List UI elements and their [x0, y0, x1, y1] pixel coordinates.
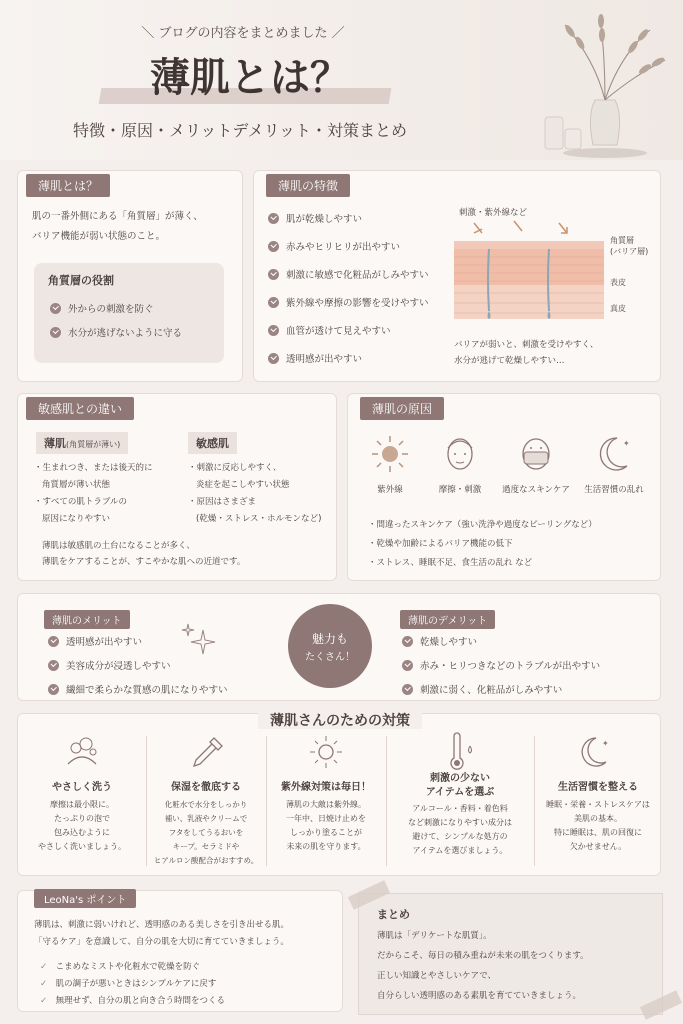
- layer-3-label: 真皮: [610, 304, 626, 313]
- feature-item: 刺激に敏感で化粧品がしみやすい: [268, 267, 429, 281]
- diagram-note-2: 水分が逃げて乾燥しやすい…: [454, 356, 565, 366]
- measures-title: 薄肌さんのための対策: [258, 713, 422, 729]
- what-desc-2: バリア機能が弱い状態のこと。: [32, 231, 166, 242]
- demerit-item: 刺激に弱く、化粧品がしみやすい: [402, 682, 600, 696]
- skin-diagram: [454, 219, 604, 329]
- header-kicker: ＼ ブログの内容をまとめました ／: [141, 26, 345, 41]
- point-item: ✓ 肌の調子が悪いときはシンプルケアに戻す: [40, 979, 217, 989]
- demerit-tag: 薄肌のデメリット: [400, 610, 495, 629]
- diagram-top-label: 刺激・紫外線など: [459, 208, 528, 218]
- diff-card: [17, 393, 337, 581]
- svg-text:✦: ✦: [623, 439, 630, 448]
- sparkle-icon: [178, 620, 218, 660]
- what-tag: 薄肌とは？: [26, 174, 110, 197]
- measure-desc: 摩擦は最小限に。 たっぷりの泡で 包み込むように やさしく洗いましょう。: [38, 800, 126, 851]
- cause-card: [347, 393, 661, 581]
- diff-note-2: 薄肌をケアすることが、すこやかな肌への近道です。: [42, 557, 246, 567]
- point-desc: 薄肌は、刺激に弱いけれど、透明感のある美しさを引き出せる肌。 「守るケア」を意識して、自分の肌を大切に育てていきましょう。: [34, 920, 290, 947]
- tape-decoration: [640, 990, 682, 1020]
- measure-title: 生活習慣を整える: [558, 782, 638, 793]
- measure-title: 刺激の少ない アイテムを選ぶ: [425, 773, 495, 798]
- thin-list: ・生まれつき、または後天的に 角質層が薄い状態 ・すべての肌トラブルの 原因になりやすい: [34, 463, 153, 524]
- moon-icon: [593, 432, 633, 476]
- cause-list: ・間違ったスキンケア（強い洗浄や過度なピーリングなど） ・乾燥や加齢によるバリア機能の低下 ・ストレス、睡眠不足、食生活の乱れ など: [368, 520, 597, 568]
- feature-item: 赤みやヒリヒリが出やすい: [268, 239, 429, 253]
- charm-badge: 魅力も たくさん！: [288, 604, 372, 688]
- point-card: [17, 890, 343, 1012]
- thin-title: 薄肌(角質層が薄い): [36, 432, 128, 454]
- vase-decoration: [525, 5, 675, 160]
- role-title: 角質層の役割: [48, 274, 114, 287]
- diff-tag: 敏感肌との違い: [26, 397, 134, 420]
- sensitive-list: ・刺激に反応しやすく、 炎症を起こしやすい状態 ・原因はさまざま (乾燥・ストレス・ホルモンなど): [188, 463, 322, 524]
- sensitive-title: 敏感肌: [188, 432, 237, 454]
- point-item: ✓ こまめなミストや化粧水で乾燥を防ぐ: [40, 962, 201, 972]
- cause-icon-label: 過度なスキンケア: [502, 485, 570, 495]
- sun-icon: [308, 734, 344, 770]
- summary-note: [358, 893, 663, 1015]
- cause-icon-label: 摩擦・刺激: [438, 485, 482, 495]
- diagram-note-1: バリアが弱いと、刺激を受けやすく、: [454, 340, 599, 350]
- layer-1-label: 角質層 (バリア層): [610, 236, 649, 256]
- diff-note-1: 薄肌は敏感肌の土台になることが多く、: [42, 541, 195, 551]
- point-tag: LeoNa's ポイント: [34, 889, 136, 908]
- merit-item: 繊細で柔らかな質感の肌になりやすい: [48, 682, 228, 696]
- feature-item: 透明感が出やすい: [268, 351, 429, 365]
- role-box: [34, 263, 224, 363]
- measure-desc: アルコール・香料・着色料 など刺激になりやすい成分は 避けて、シンプルな処方の アイテムを選びましょう。: [408, 804, 512, 855]
- summary-body: 薄肌は「デリケートな肌質」。 だからこそ、毎日の積み重ねが未来の肌をつくります。 正しい知識とやさしいケアで、 自分らしい透明感のある素肌を育てていきましょう。: [377, 931, 589, 1001]
- measure-desc: 化粧水で水分をしっかり 補い、乳液やクリームで フタをしてうるおいを キープ。セラミドや ヒアルロン酸配合がおすすめ。: [153, 800, 259, 865]
- features-card: [253, 170, 661, 382]
- wash-icon: [62, 734, 102, 770]
- demerit-item: 乾燥しやすい: [402, 634, 600, 648]
- moon-icon: [576, 732, 612, 772]
- role-item: 水分が逃げないように守る: [50, 325, 182, 339]
- feature-item: 紫外線や摩擦の影響を受けやすい: [268, 295, 429, 309]
- measure-desc: 薄肌の大敵は紫外線。 一年中、日焼け止めを しっかり塗ることが 未来の肌を守ります。: [286, 800, 366, 851]
- face-icon: [440, 432, 480, 476]
- what-desc-1: 肌の一番外側にある「角質層」が薄く、: [32, 211, 203, 222]
- features-tag: 薄肌の特徴: [266, 174, 350, 197]
- thermometer-icon: [442, 732, 478, 772]
- mask-icon: [516, 432, 556, 476]
- measures-title-wrap: [18, 710, 662, 730]
- summary-title: まとめ: [377, 908, 410, 921]
- sun-icon: [370, 434, 410, 474]
- cause-icon-label: 紫外線: [377, 485, 403, 495]
- page-subtitle: 特徴・原因・メリットデメリット・対策まとめ: [72, 121, 408, 140]
- point-item: ✓ 無理せず、自分の肌と向き合う時間をつくる: [40, 996, 225, 1006]
- feature-item: 血管が透けて見えやすい: [268, 323, 429, 337]
- point-list: [40, 959, 225, 1010]
- measures-card: [17, 713, 661, 876]
- feature-item: 肌が乾燥しやすい: [268, 211, 429, 225]
- measure-title: 紫外線対策は毎日！: [281, 782, 371, 793]
- role-item: 外からの刺激を防ぐ: [50, 301, 182, 315]
- layer-2-label: 表皮: [610, 278, 626, 287]
- cause-tag: 薄肌の原因: [360, 397, 444, 420]
- cause-icon-label: 生活習慣の乱れ: [584, 485, 644, 495]
- demerit-item: 赤み・ヒリつきなどのトラブルが出やすい: [402, 658, 600, 672]
- what-card: [17, 170, 243, 382]
- merit-card: [17, 593, 661, 701]
- measure-title: やさしく洗う: [52, 782, 112, 793]
- measure-title: 保湿を徹底する: [171, 782, 241, 793]
- measure-desc: 睡眠・栄養・ストレスケアは 美肌の基本。 特に睡眠は、肌の回復に 欠かせません。: [546, 800, 650, 851]
- page-title: 薄肌とは？: [150, 54, 350, 101]
- merit-tag: 薄肌のメリット: [44, 610, 130, 629]
- merit-item: 美容成分が浸透しやすい: [48, 658, 228, 672]
- merit-item: 透明感が出やすい: [48, 634, 228, 648]
- dropper-icon: [188, 734, 228, 770]
- svg-text:✦: ✦: [602, 739, 609, 748]
